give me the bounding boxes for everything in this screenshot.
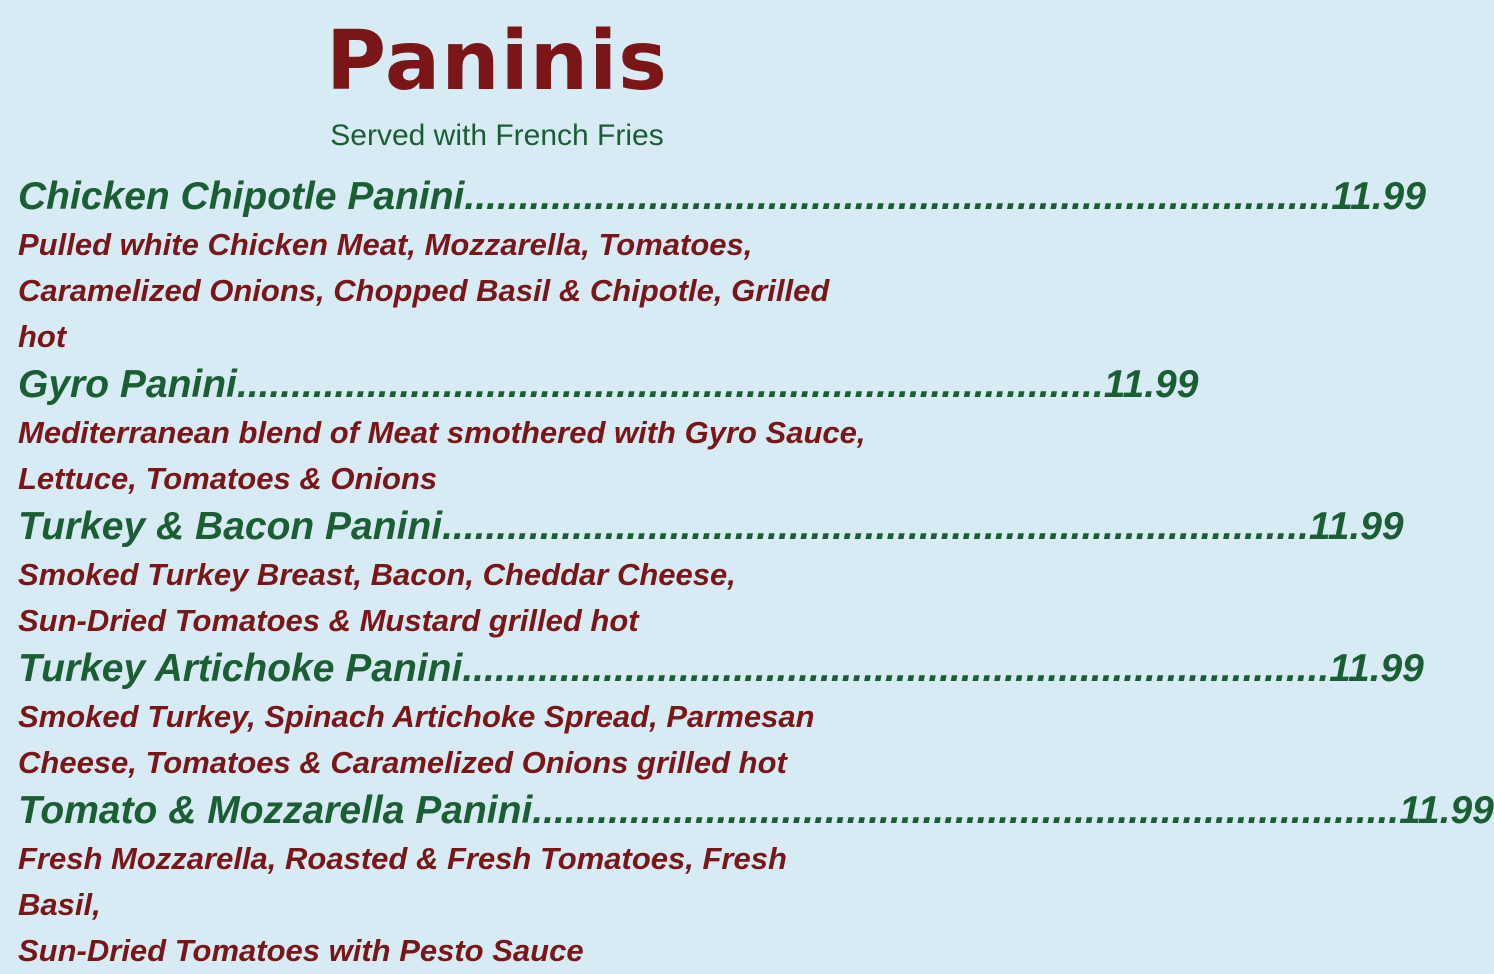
item-price: 11.99 <box>1103 363 1199 406</box>
item-description-line: Sun-Dried Tomatoes & Mustard grilled hot <box>18 603 639 638</box>
menu-item-tomato-mozzarella <box>18 786 1494 974</box>
item-name: Tomato & Mozzarella Panini <box>18 789 533 832</box>
dot-leader: ................................................................................ <box>442 505 1309 548</box>
item-description-line: Sun-Dried Tomatoes with Pesto Sauce <box>18 933 584 968</box>
dot-leader: ................................................................................ <box>532 789 1400 832</box>
item-price: 11.99 <box>1399 789 1494 832</box>
item-price: 11.99 <box>1331 175 1426 218</box>
item-header <box>18 786 1494 836</box>
item-description-line: Smoked Turkey Breast, Bacon, Cheddar Cheese, <box>18 557 736 592</box>
dot-leader: ................................................................................ <box>464 175 1332 218</box>
item-description-line: Pulled white Chicken Meat, Mozzarella, Tomatoes, <box>18 227 753 262</box>
item-name: Turkey Artichoke Panini <box>18 647 463 690</box>
item-price: 11.99 <box>1329 647 1424 690</box>
item-name: Gyro Panini <box>18 363 237 406</box>
dot-leader: ................................................................................ <box>236 363 1104 406</box>
item-header <box>18 172 1426 222</box>
item-description-line: Smoked Turkey, Spinach Artichoke Spread, Parmesan <box>18 699 815 734</box>
menu-item-turkey-artichoke <box>18 644 1424 786</box>
item-description-line: hot <box>18 319 67 354</box>
dot-leader: ................................................................................ <box>462 647 1330 690</box>
item-description-line: Caramelized Onions, Chopped Basil & Chipotle, Grilled <box>18 273 830 308</box>
item-header <box>18 502 1404 552</box>
item-header <box>18 644 1424 694</box>
item-description-line: Mediterranean blend of Meat smothered with Gyro Sauce, <box>18 415 866 450</box>
menu-item-chicken-chipotle <box>18 172 1426 360</box>
menu-item-turkey-bacon <box>18 502 1404 644</box>
item-description-line: Fresh Mozzarella, Roasted & Fresh Tomatoes, Fresh Basil, <box>18 841 787 922</box>
menu-item-gyro <box>18 360 1199 502</box>
menu-subtitle: Served with French Fries <box>330 119 664 152</box>
menu-list <box>18 172 1494 974</box>
item-header <box>18 360 1199 410</box>
item-name: Chicken Chipotle Panini <box>18 175 465 218</box>
menu-title: Paninis <box>325 14 668 109</box>
item-description-line: Cheese, Tomatoes & Caramelized Onions grilled hot <box>18 745 787 780</box>
item-description-line: Lettuce, Tomatoes & Onions <box>18 461 438 496</box>
item-price: 11.99 <box>1308 505 1404 548</box>
item-name: Turkey & Bacon Panini <box>18 505 443 548</box>
